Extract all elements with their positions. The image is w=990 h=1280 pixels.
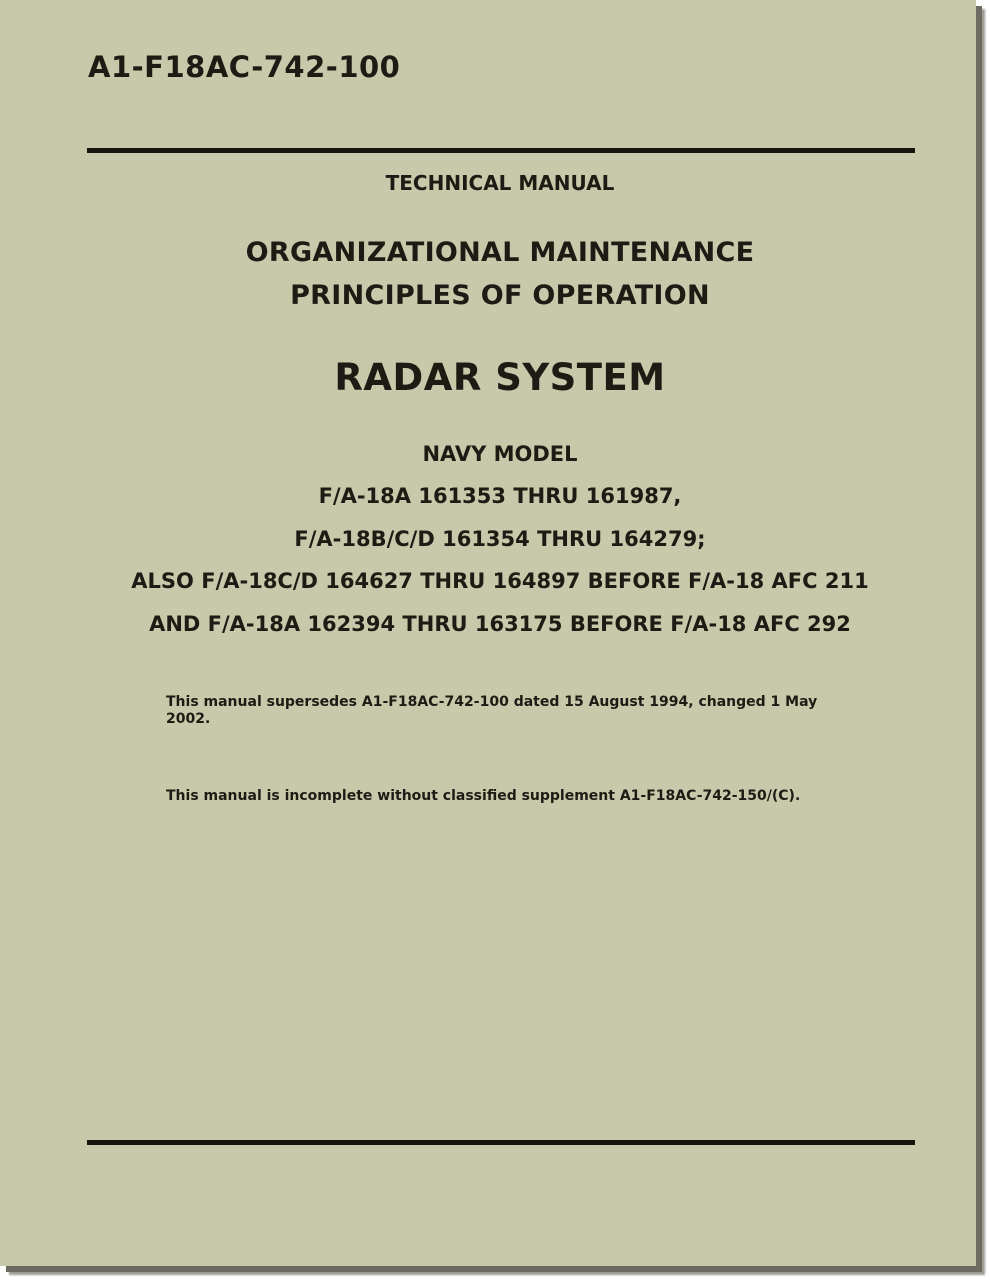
navy-model-label: NAVY MODEL bbox=[422, 442, 578, 466]
title-line-2: PRINCIPLES OF OPERATION bbox=[290, 280, 710, 311]
supersedes-note: This manual supersedes A1-F18AC-742-100 dated 15 August 1994, changed 1 May 2002. bbox=[166, 694, 818, 727]
document-number: A1-F18AC-742-100 bbox=[88, 50, 401, 84]
model-line-2: F/A-18B/C/D 161354 THRU 164279; bbox=[294, 527, 706, 551]
system-title: RADAR SYSTEM bbox=[334, 356, 666, 399]
model-line-1: F/A-18A 161353 THRU 161987, bbox=[318, 484, 682, 508]
title-line-1: ORGANIZATIONAL MAINTENANCE bbox=[245, 237, 755, 268]
model-line-4: AND F/A-18A 162394 THRU 163175 BEFORE F/A-18 AFC 292 bbox=[149, 612, 851, 636]
bottom-divider bbox=[87, 1140, 915, 1145]
manual-type-label: TECHNICAL MANUAL bbox=[385, 171, 615, 195]
top-divider bbox=[87, 148, 915, 153]
model-line-3: ALSO F/A-18C/D 164627 THRU 164897 BEFORE F/A-18 AFC 211 bbox=[131, 569, 869, 593]
classified-supplement-note: This manual is incomplete without classified supplement A1-F18AC-742-150/(C). bbox=[166, 788, 801, 804]
